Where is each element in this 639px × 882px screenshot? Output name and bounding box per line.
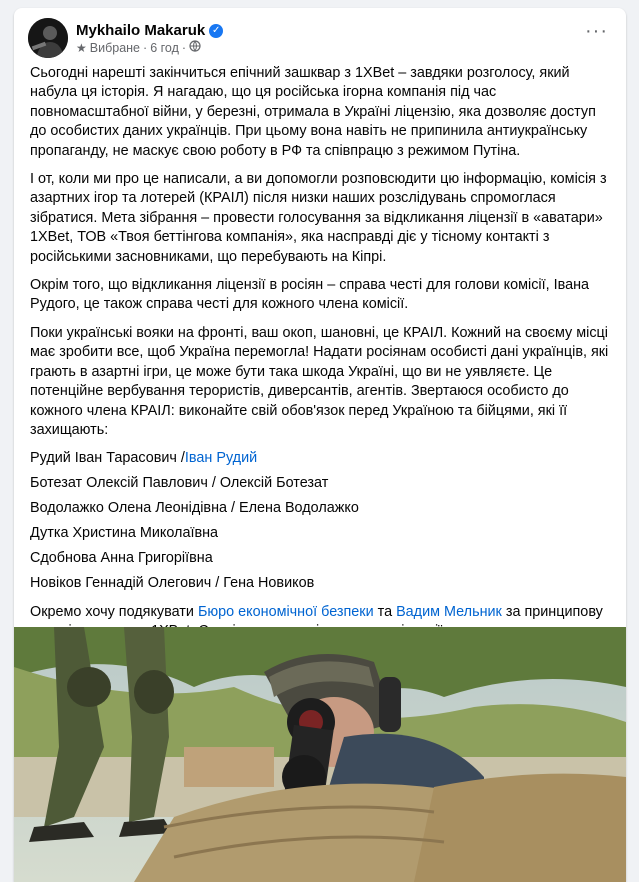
author-row: [76, 22, 223, 39]
thanks-prefix: Окремо хочу подякувати: [30, 603, 198, 620]
more-options-button[interactable]: ···: [585, 20, 608, 42]
paragraph-1: Сьогодні нарешті закінчиться епічний зашквар з 1XBet – завдяки розголосу, який набула ця історія. Я нагадаю, що ця російська ігорна компанія під час повномасштабної війни, у березні, отримала в Україні ліцензію, яка дозволяє доступ до особистих даних українців. При цьому вона навіть не припинила антиукраїнську пропаганду, не маскує свою роботу в РФ та співпрацю з режимом Путіна.: [30, 65, 596, 159]
thanks-mid: та: [373, 603, 397, 620]
star-icon: ★: [76, 40, 87, 55]
author-name[interactable]: Mykhailo Makaruk: [76, 22, 206, 39]
member-line-6: Новіков Геннадій Олегович / Гена Новиков: [30, 575, 315, 592]
thanks-link-bureau[interactable]: Бюро економічної безпеки: [197, 603, 374, 620]
time-separator-dot: ·: [181, 40, 187, 55]
member-line-3: Водолажко Олена Леонідівна / Елена Водолажко: [30, 500, 359, 517]
post-card: [14, 8, 626, 882]
post-body: [30, 64, 614, 689]
member-line-1: [30, 449, 614, 468]
post-header: [14, 8, 626, 58]
paragraph-3: Окрім того, що відкликання ліцензії в росіян – справа честі для голови комісії, Івана Рудого, це також справа честі для кожного члена комісії.: [30, 277, 590, 313]
thanks-link-vadym[interactable]: Вадим Мельник: [396, 603, 502, 620]
globe-icon: [189, 40, 201, 55]
member-line-4: Дутка Христина Миколаївна: [30, 525, 219, 542]
audience-label: Вибране: [89, 40, 141, 55]
member-1-link[interactable]: Іван Рудий: [184, 450, 258, 467]
post-photo[interactable]: [14, 627, 626, 882]
thanks-suffix: за принципову: [505, 603, 603, 620]
paragraph-4: Поки українські вояки на фронті, ваш окоп, шановні, це КРАІЛ. Кожний на своєму місці має зробити все, щоб Україна перемогла! Надати росіянам особисті дані українців, які грають в азартні ігри, це може бути така шкода Україні, що ви не уявляєте. Це потенційне вербування терористів, диверсантів, агентів. Звертаюся особисто до кожного члена КРАІЛ: виконайте свій обов'язок перед Україною та бійцями, які її захищають:: [30, 324, 609, 438]
paragraph-2: І от, коли ми про це написали, а ви допомогли розповсюдити цю інформацію, комісія з азартних ігор та лотерей (КРАІЛ) після низки наших розслідувань спромоглася зібратися. Мета зібрання – провести голосування за відкликання ліцензії в «аватари» 1XBet, ТОВ «Твоя беттінгова компанія», яка насправді діє у тісному контакті з російськими засновниками, що перебувають на Кіпрі.: [30, 171, 607, 265]
member-1-name: Рудий Іван Тарасович /: [30, 450, 185, 467]
meta-separator: ·: [143, 40, 148, 55]
member-line-5: Сдобнова Анна Григоріївна: [30, 550, 213, 567]
verified-badge-icon: ✓: [209, 24, 223, 38]
member-line-2: Ботезат Олексій Павлович / Олексій Ботезат: [30, 475, 329, 492]
post-time[interactable]: 6 год: [150, 40, 179, 55]
avatar[interactable]: [28, 18, 68, 58]
post-meta: [76, 40, 201, 55]
